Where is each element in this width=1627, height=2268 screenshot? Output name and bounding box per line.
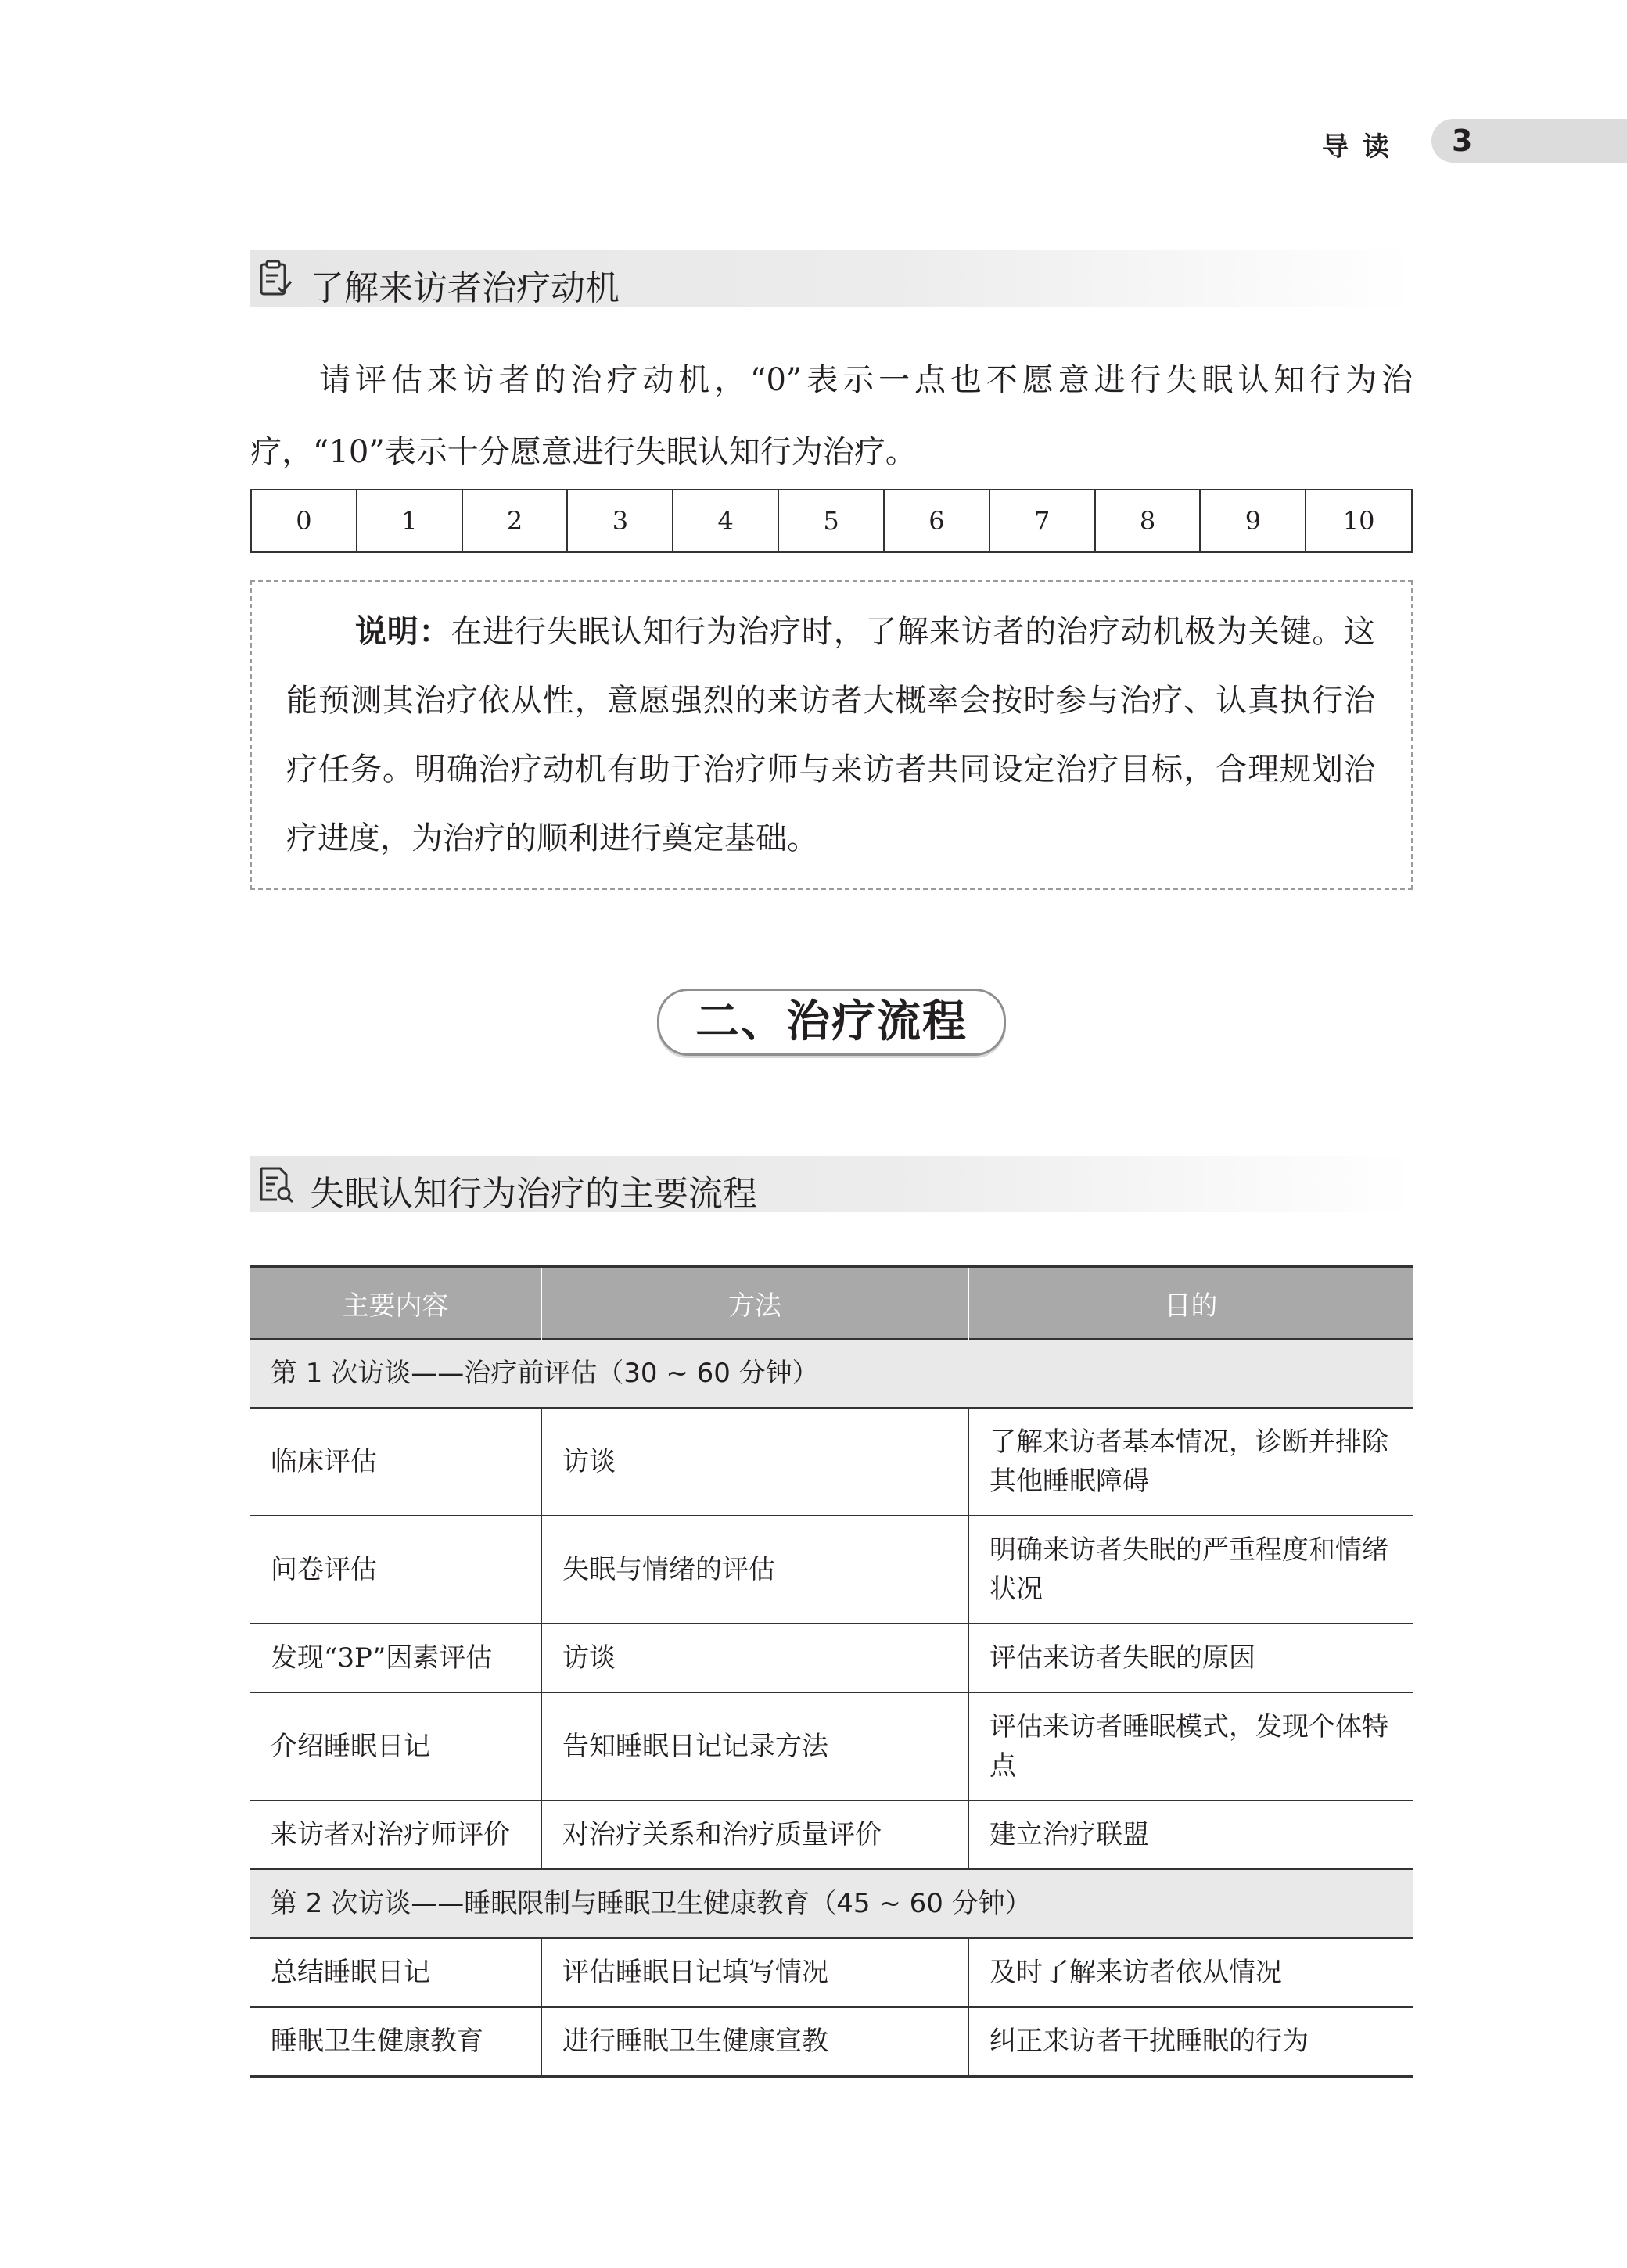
table-row bbox=[250, 2007, 1413, 2076]
motivation-scale bbox=[250, 489, 1413, 553]
scale-cell: 9 bbox=[1200, 490, 1306, 552]
scale-cell: 8 bbox=[1095, 490, 1201, 552]
table-cell: 睡眠卫生健康教育 bbox=[250, 2007, 541, 2076]
scale-cell: 2 bbox=[462, 490, 568, 552]
scale-cell: 10 bbox=[1306, 490, 1412, 552]
table-cell: 来访者对治疗师评价 bbox=[250, 1800, 541, 1869]
page-number: 3 bbox=[1452, 124, 1473, 158]
table-cell: 失眠与情绪的评估 bbox=[541, 1516, 968, 1624]
table-cell: 明确来访者失眠的严重程度和情绪状况 bbox=[968, 1516, 1413, 1624]
table-cell: 总结睡眠日记 bbox=[250, 1938, 541, 2007]
note-text bbox=[286, 598, 1375, 873]
table-cell: 及时了解来访者依从情况 bbox=[968, 1938, 1413, 2007]
scale-cell: 4 bbox=[673, 490, 778, 552]
table-cell: 评估来访者失眠的原因 bbox=[968, 1624, 1413, 1692]
clipboard-check-icon bbox=[255, 258, 296, 299]
page-number-tab bbox=[1431, 119, 1627, 163]
table-row bbox=[250, 1408, 1413, 1516]
table-cell: 评估睡眠日记填写情况 bbox=[541, 1938, 968, 2007]
intro-paragraph: 请评估来访者的治疗动机，“0”表示一点也不愿意进行失眠认知行为治疗，“10”表示十分愿意进行失眠认知行为治疗。 bbox=[250, 362, 1413, 470]
table-row bbox=[250, 1624, 1413, 1692]
section-heading-text: 了解来访者治疗动机 bbox=[310, 268, 620, 308]
table-header-row bbox=[250, 1266, 1413, 1339]
table-row bbox=[250, 1800, 1413, 1869]
table-cell: 建立治疗联盟 bbox=[968, 1800, 1413, 1869]
note-body: 在进行失眠认知行为治疗时，了解来访者的治疗动机极为关键。这能预测其治疗依从性，意愿强烈的来访者大概率会按时参与治疗、认真执行治疗任务。明确治疗动机有助于治疗师与来访者共同设定治疗目标，合理规划治疗进度，为治疗的顺利进行奠定基础。 bbox=[286, 614, 1376, 856]
section-heading-text: 失眠认知行为治疗的主要流程 bbox=[310, 1174, 757, 1214]
session-label: 第 2 次访谈——睡眠限制与睡眠卫生健康教育（45 ~ 60 分钟） bbox=[250, 1869, 1413, 1938]
running-header bbox=[1322, 119, 1627, 163]
section-heading-motivation bbox=[250, 250, 1413, 307]
table-cell: 介绍睡眠日记 bbox=[250, 1692, 541, 1800]
scale-cell: 1 bbox=[357, 490, 462, 552]
column-header: 方法 bbox=[541, 1266, 968, 1339]
section-title-pill bbox=[657, 989, 1006, 1056]
scale-cell: 6 bbox=[884, 490, 989, 552]
table-cell: 评估来访者睡眠模式，发现个体特点 bbox=[968, 1692, 1413, 1800]
column-header: 目的 bbox=[968, 1266, 1413, 1339]
header-title: 导读 bbox=[1322, 131, 1403, 163]
session-label: 第 1 次访谈——治疗前评估（30 ~ 60 分钟） bbox=[250, 1339, 1413, 1408]
column-header: 主要内容 bbox=[250, 1266, 541, 1339]
session-row bbox=[250, 1869, 1413, 1938]
flow-table bbox=[250, 1265, 1413, 2078]
table-cell: 问卷评估 bbox=[250, 1516, 541, 1624]
table-cell: 发现“3P”因素评估 bbox=[250, 1624, 541, 1692]
section-heading-flow bbox=[250, 1156, 1413, 1212]
section-title: 二、治疗流程 bbox=[695, 996, 968, 1047]
note-label: 说明： bbox=[355, 613, 451, 650]
table-cell: 纠正来访者干扰睡眠的行为 bbox=[968, 2007, 1413, 2076]
table-row bbox=[250, 1938, 1413, 2007]
scale-cell: 3 bbox=[567, 490, 673, 552]
table-cell: 对治疗关系和治疗质量评价 bbox=[541, 1800, 968, 1869]
table-cell: 访谈 bbox=[541, 1624, 968, 1692]
table-row bbox=[250, 1692, 1413, 1800]
scale-cell: 0 bbox=[251, 490, 357, 552]
table-cell: 访谈 bbox=[541, 1408, 968, 1516]
table-row bbox=[250, 1516, 1413, 1624]
table-cell: 告知睡眠日记记录方法 bbox=[541, 1692, 968, 1800]
table-cell: 了解来访者基本情况，诊断并排除其他睡眠障碍 bbox=[968, 1408, 1413, 1516]
table-cell: 进行睡眠卫生健康宣教 bbox=[541, 2007, 968, 2076]
scale-cell: 5 bbox=[778, 490, 884, 552]
scale-cell: 7 bbox=[989, 490, 1095, 552]
session-row bbox=[250, 1339, 1413, 1408]
note-box bbox=[250, 580, 1413, 890]
table-cell: 临床评估 bbox=[250, 1408, 541, 1516]
document-search-icon bbox=[255, 1164, 296, 1204]
